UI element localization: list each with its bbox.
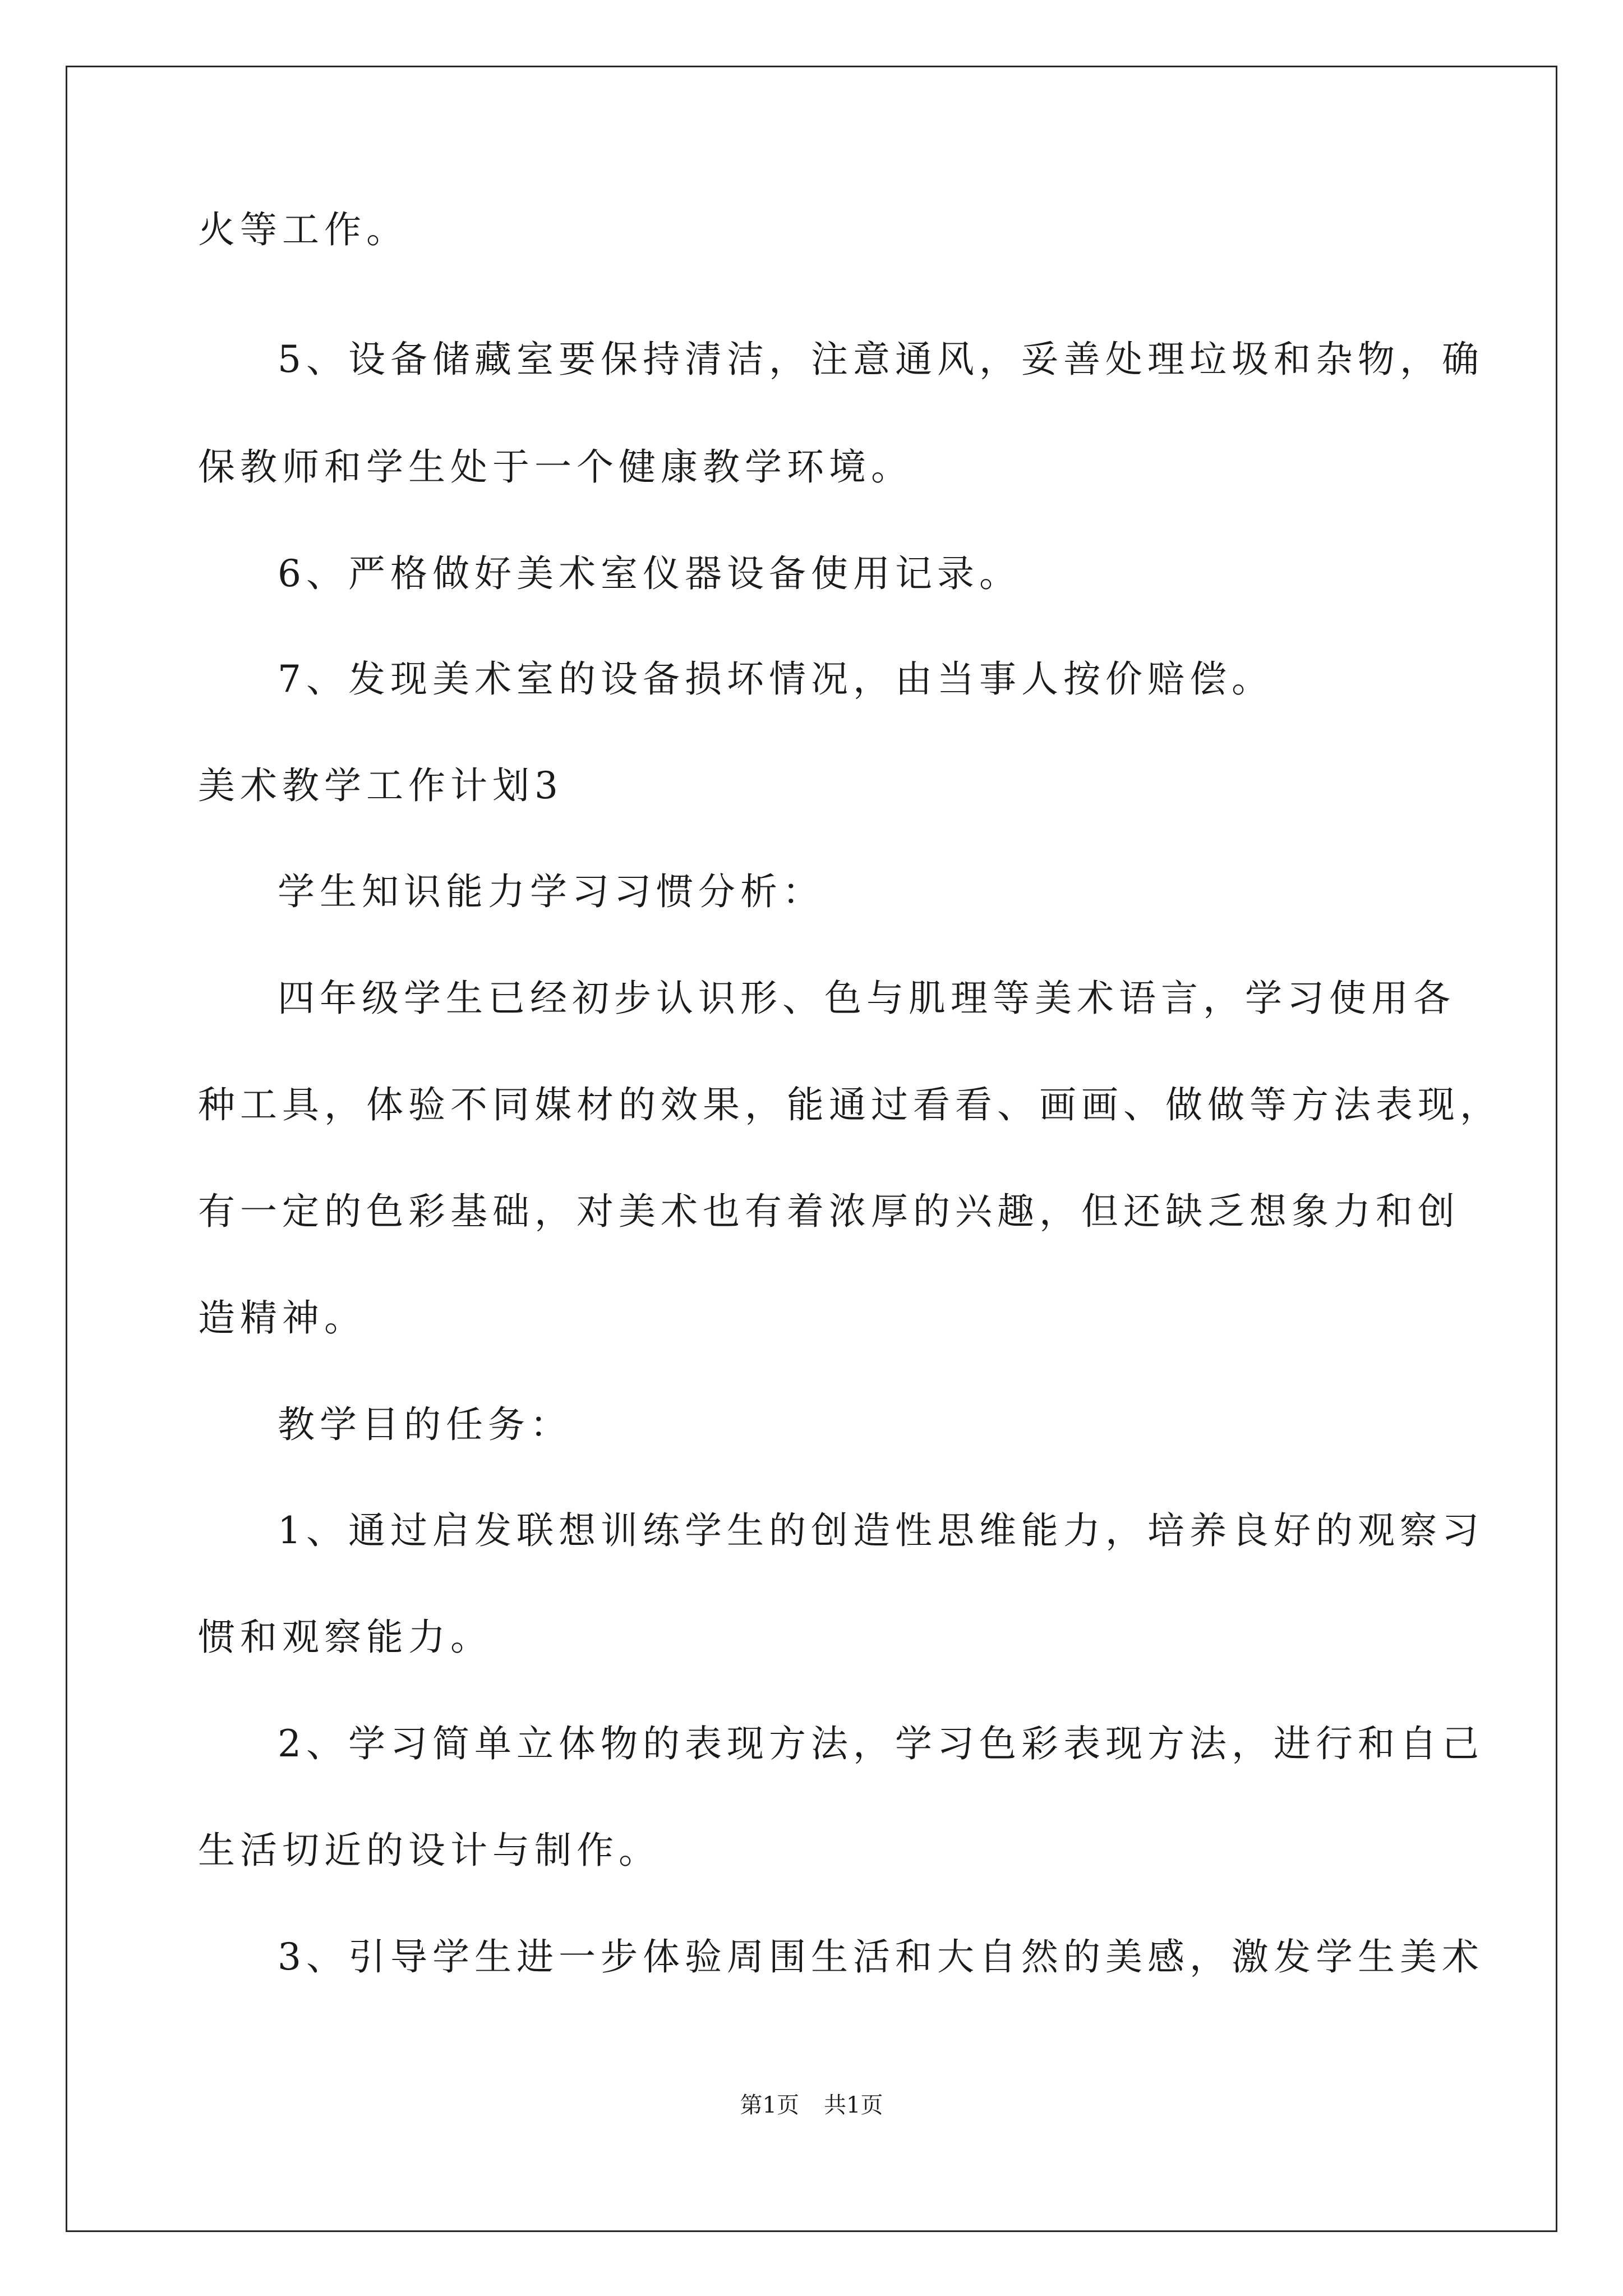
text-line: 保教师和学生处于一个健康教学环境。: [198, 445, 913, 489]
text-line: 四年级学生已经初步认识形、色与肌理等美术语言，学习使用各: [278, 977, 1455, 1020]
page-number-current: 第1页: [740, 2092, 799, 2118]
text-line: 火等工作。: [198, 208, 408, 251]
text-line: 5、设备储藏室要保持清洁，注意通风，妥善处理垃圾和杂物，确: [278, 338, 1484, 381]
text-line: 惯和观察能力。: [198, 1616, 492, 1659]
text-line: 造精神。: [198, 1296, 366, 1340]
text-line: 1、通过启发联想训练学生的创造性思维能力，培养良好的观察习: [278, 1509, 1484, 1552]
text-line: 生活切近的设计与制作。: [198, 1829, 661, 1872]
text-line: 种工具，体验不同媒材的效果，能通过看看、画画、做做等方法表现，: [198, 1083, 1502, 1126]
text-line: 3、引导学生进一步体验周围生活和大自然的美感，激发学生美术: [278, 1935, 1484, 1978]
text-line: 7、发现美术室的设备损坏情况，由当事人按价赔偿。: [278, 657, 1274, 701]
text-line: 学生知识能力学习习惯分析：: [278, 870, 824, 913]
section-heading: 美术教学工作计划3: [198, 764, 563, 807]
text-line: 有一定的色彩基础，对美术也有着浓厚的兴趣，但还缺乏想象力和创: [198, 1190, 1460, 1233]
page-border: [66, 66, 1557, 2232]
text-line: 2、学习简单立体物的表现方法，学习色彩表现方法，进行和自己: [278, 1722, 1484, 1765]
text-line: 教学目的任务：: [278, 1403, 572, 1446]
text-line: 6、严格做好美术室仪器设备使用记录。: [278, 552, 1021, 595]
page-footer: [0, 2094, 1623, 2116]
page-number-total: 共1页: [824, 2092, 883, 2118]
